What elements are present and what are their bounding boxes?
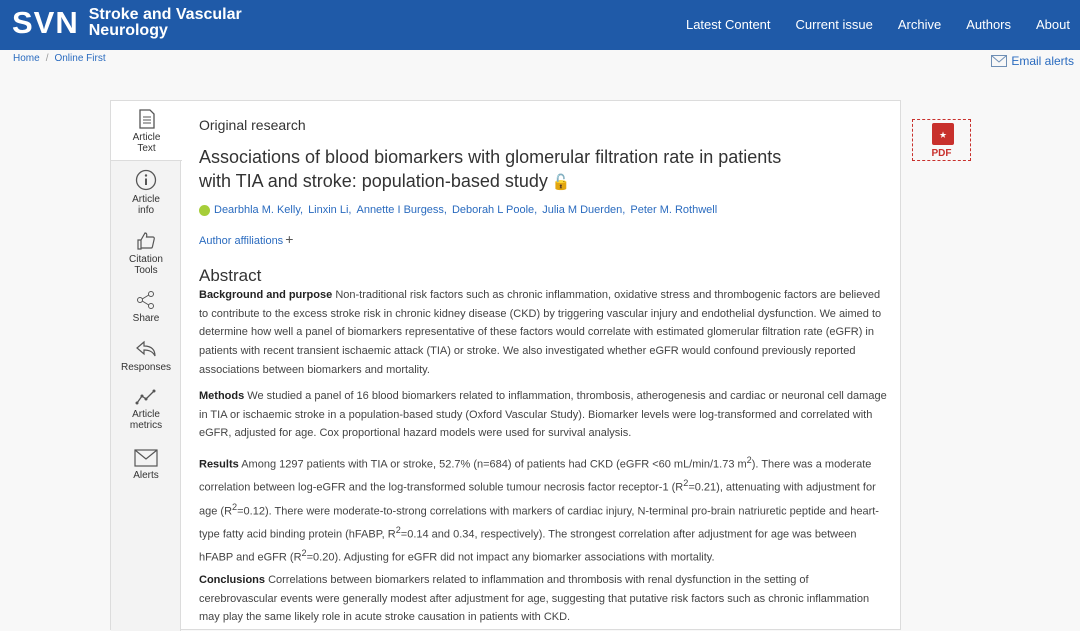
section-head: Methods (199, 390, 245, 402)
info-icon (135, 169, 157, 191)
sidebar-label: Article (132, 409, 160, 420)
sidebar-label: Text (137, 143, 156, 154)
sidebar-item-article-text[interactable] (111, 101, 182, 161)
sidebar-label: Article (132, 132, 161, 143)
superscript: 2 (301, 548, 307, 559)
section-text: =0.14 and 0.34, respectively). The strongest correlation after adjustment for age was between hFABP and eGFR (R (199, 528, 857, 565)
nav-latest-content[interactable]: Latest Content (685, 16, 771, 32)
sidebar-label: Tools (134, 265, 158, 276)
pdf-label: PDF (931, 148, 952, 159)
nav-archive[interactable]: Archive (897, 16, 942, 32)
logo-mark: SVN (12, 5, 79, 40)
sidebar-label: Share (132, 313, 160, 324)
abstract-methods (199, 387, 889, 443)
sidebar-item-article-metrics[interactable] (111, 388, 181, 431)
author-link[interactable]: Linxin Li, (308, 204, 352, 216)
author-link[interactable]: Peter M. Rothwell (630, 204, 718, 216)
author-link[interactable]: Annette I Burgess, (356, 204, 447, 216)
sidebar-item-citation-tools[interactable] (111, 231, 181, 276)
section-text: =0.20). Adjusting for eGFR did not impact any biomarker associations with mortality. (306, 552, 715, 565)
section-head: Background and purpose (199, 289, 333, 301)
article-panel (110, 100, 952, 630)
nav-current-issue[interactable]: Current issue (795, 16, 873, 32)
plus-icon: + (285, 231, 294, 247)
section-text: =0.21), attenuating with adjustment for age (R (199, 482, 876, 518)
breadcrumb-online-first[interactable]: Online First (54, 53, 106, 64)
superscript: 2 (746, 455, 752, 465)
sidebar-label: Responses (120, 362, 172, 373)
superscript: 2 (232, 501, 238, 512)
orcid-icon[interactable] (199, 205, 210, 216)
sidebar-item-responses[interactable] (111, 339, 181, 373)
sidebar-item-article-info[interactable] (111, 169, 181, 216)
article-title-text: Associations of blood biomarkers with glomerular filtration rate in patients with TIA and stroke: population-based study (199, 147, 782, 191)
section-text: =0.12). There were moderate-to-strong correlations with markers of cardiac injury, N-terminal pro-brain natriuretic peptide and heart-type fatty acid binding protein (hFABP, R (199, 505, 879, 541)
site-header (0, 0, 1080, 50)
main-nav (661, 0, 1070, 48)
journal-name-line2: Neurology (88, 22, 168, 39)
email-alerts-label: Email alerts (1011, 54, 1074, 68)
sidebar-item-alerts[interactable] (111, 449, 181, 481)
author-affiliations-label: Author affiliations (199, 235, 284, 247)
section-text: Among 1297 patients with TIA or stroke, 52.7% (n=684) of patients had CKD (eGFR <60 mL/min/1.73 m (241, 458, 747, 471)
document-icon (138, 109, 156, 129)
thumbs-up-icon (136, 231, 156, 251)
sidebar-label: info (137, 205, 155, 216)
pdf-icon: ⭑ (932, 123, 954, 145)
share-icon (136, 290, 156, 310)
section-text: Correlations between biomarkers related to inflammation and thrombosis with renal dysfunction in the setting of cerebrovascular events were generally modest after adjustment for age, suggesting that putative risk factors such as chronic inflammation may play the same likely role in acute stroke causation in patients with CKD. (199, 574, 870, 624)
author-link[interactable]: Dearbhla M. Kelly, (214, 204, 304, 216)
superscript: 2 (395, 525, 401, 536)
author-link[interactable]: Julia M Duerden, (542, 204, 626, 216)
breadcrumb-home[interactable]: Home (13, 53, 40, 64)
sidebar-item-share[interactable] (111, 290, 181, 324)
article-sidebar (111, 101, 181, 631)
breadcrumb (13, 53, 106, 64)
sidebar-label: Article (132, 194, 160, 205)
abstract-heading: Abstract (199, 266, 262, 285)
open-access-icon: 🔓 (551, 174, 571, 191)
sidebar-label: metrics (129, 420, 163, 431)
section-text: Non-traditional risk factors such as chronic inflammation, oxidative stress and thrombogenic factors are believed to contribute to the excess stroke risk in chronic kidney disease (CKD) by triggering vascular injury and endothelial dysfunction. We aimed to determine how well a panel of biomarkers representative of these factors would correlate with estimated glomerular filtration rate (eGFR) in patients with recent transient ischaemic attack (TIA) or stroke. We also investigated whether eGFR would confound previously reported associations between biomarkers and mortality. (199, 289, 882, 376)
journal-name-line1: Stroke and Vascular (88, 6, 242, 23)
email-alerts-link[interactable] (991, 54, 1074, 68)
site-logo[interactable] (12, 5, 242, 41)
envelope-icon (134, 449, 158, 467)
nav-authors[interactable]: Authors (966, 16, 1012, 32)
abstract-results (199, 451, 889, 568)
abstract-conclusions (199, 571, 889, 627)
journal-name (89, 7, 242, 39)
breadcrumb-separator: / (45, 53, 49, 64)
sidebar-label: Citation (129, 254, 163, 265)
abstract-background (199, 286, 889, 380)
reply-icon (135, 339, 157, 359)
article-type: Original research (199, 117, 306, 133)
article-title (199, 145, 799, 195)
sidebar-label: Alerts (133, 470, 159, 481)
section-head: Results (199, 458, 239, 471)
section-head: Conclusions (199, 574, 266, 586)
author-list (199, 204, 722, 216)
superscript: 2 (683, 478, 689, 489)
section-text: ). There was a moderate correlation between log-eGFR and the log-transformed soluble tumour necrosis factor receptor-1 (R (199, 458, 872, 495)
nav-about[interactable]: About (1036, 16, 1070, 32)
author-affiliations-toggle[interactable] (199, 231, 293, 247)
section-text: We studied a panel of 16 blood biomarkers related to inflammation, thrombosis, atherogenesis and cardiac or neuronal cell damage in TIA or ischaemic stroke in a population-based study (Oxford Vascular Study). Biomarker levels were log-transformed and correlated with eGFR, adjusted for age. Cox proportional hazard models were used for survival analysis. (199, 390, 887, 440)
author-link[interactable]: Deborah L Poole, (451, 204, 538, 216)
line-chart-icon (135, 388, 157, 406)
envelope-icon (991, 55, 1007, 67)
pdf-download-button[interactable] (912, 119, 971, 161)
